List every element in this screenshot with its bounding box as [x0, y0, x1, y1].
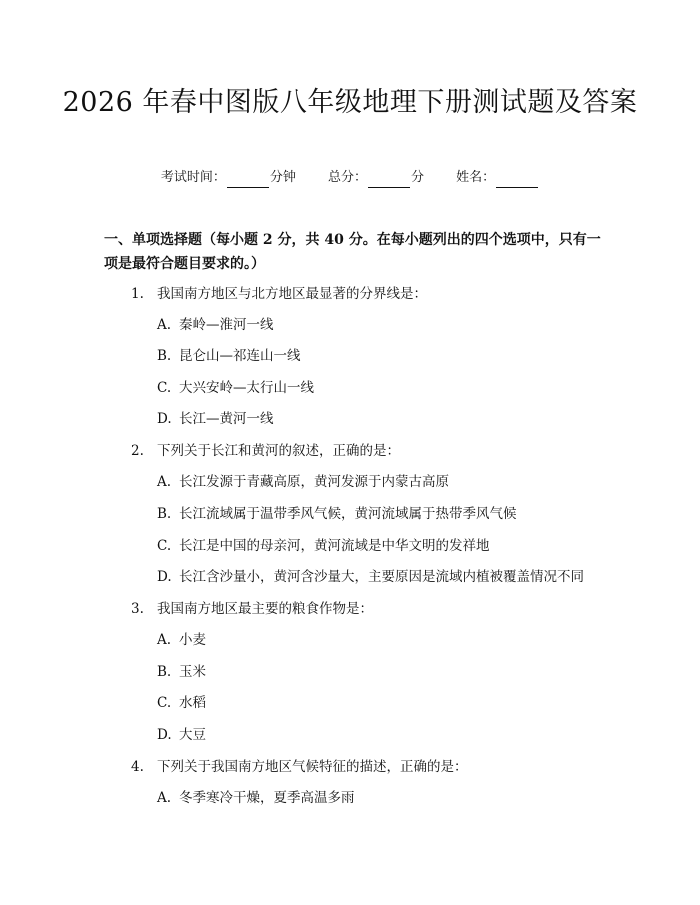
question-item — [131, 757, 468, 777]
option-label: A. — [157, 474, 172, 490]
option-item — [157, 315, 274, 335]
question-item — [131, 441, 400, 461]
question-text: 我国南方地区与北方地区最显著的分界线是： — [157, 286, 427, 302]
option-label: C. — [157, 380, 172, 396]
option-label: B. — [157, 348, 172, 364]
option-item — [157, 725, 206, 745]
question-item — [131, 599, 373, 619]
question-number: 2. — [131, 443, 144, 459]
option-text: 小麦 — [179, 632, 206, 648]
student-name-label: 姓名： — [456, 170, 496, 185]
option-item — [157, 788, 355, 808]
option-label: D. — [157, 411, 172, 427]
question-number: 4. — [131, 759, 144, 775]
option-text: 玉米 — [179, 664, 206, 680]
option-label: D. — [157, 569, 172, 585]
option-label: C. — [157, 538, 172, 554]
exam-time-unit: 分钟 — [269, 170, 296, 185]
exam-time-blank — [227, 173, 269, 188]
option-text: 大兴安岭—太行山一线 — [179, 380, 314, 396]
option-label: A. — [157, 632, 172, 648]
question-number: 3. — [131, 601, 144, 617]
student-name-blank — [496, 173, 538, 188]
question-item — [131, 284, 427, 304]
option-item — [157, 662, 206, 682]
exam-info-line — [0, 168, 700, 188]
option-label: A. — [157, 317, 172, 333]
option-item — [157, 472, 449, 492]
option-item — [157, 567, 584, 587]
section-heading: 一、单项选择题（每小题 2 分，共 40 分。在每小题列出的四个选项中，只有一项是最符合题目要求的。） — [104, 232, 601, 272]
question-text: 我国南方地区最主要的粮食作物是： — [157, 601, 373, 617]
option-text: 秦岭—淮河一线 — [179, 317, 274, 333]
option-label: B. — [157, 506, 172, 522]
option-text: 冬季寒冷干燥，夏季高温多雨 — [179, 790, 355, 806]
student-name-field — [456, 168, 539, 188]
option-item — [157, 409, 274, 429]
option-item — [157, 346, 301, 366]
exam-time-field — [161, 168, 296, 188]
question-text: 下列关于我国南方地区气候特征的描述，正确的是： — [157, 759, 468, 775]
option-text: 长江是中国的母亲河，黄河流域是中华文明的发祥地 — [179, 538, 490, 554]
option-text: 昆仑山—祁连山一线 — [179, 348, 301, 364]
option-item — [157, 378, 314, 398]
question-number: 1. — [131, 286, 144, 302]
option-text: 长江含沙量小，黄河含沙量大，主要原因是流域内植被覆盖情况不同 — [179, 569, 584, 585]
option-text: 长江—黄河一线 — [179, 411, 274, 427]
question-text: 下列关于长江和黄河的叙述，正确的是： — [157, 443, 400, 459]
option-item — [157, 536, 490, 556]
total-score-blank — [368, 173, 410, 188]
exam-time-label: 考试时间： — [160, 170, 226, 185]
total-score-unit: 分 — [411, 170, 425, 185]
total-score-label: 总分： — [327, 170, 367, 185]
option-text: 水稻 — [179, 695, 206, 711]
option-item — [157, 630, 206, 650]
option-label: C. — [157, 695, 172, 711]
option-text: 长江流域属于温带季风气候，黄河流域属于热带季风气候 — [179, 506, 517, 522]
option-item — [157, 504, 517, 524]
option-label: A. — [157, 790, 172, 806]
option-label: D. — [157, 727, 172, 743]
option-item — [157, 693, 206, 713]
option-text: 长江发源于青藏高原，黄河发源于内蒙古高原 — [179, 474, 449, 490]
option-text: 大豆 — [179, 727, 206, 743]
option-label: B. — [157, 664, 172, 680]
document-title: 2026 年春中图版八年级地理下册测试题及答案 — [62, 87, 638, 118]
total-score-field — [328, 168, 424, 188]
